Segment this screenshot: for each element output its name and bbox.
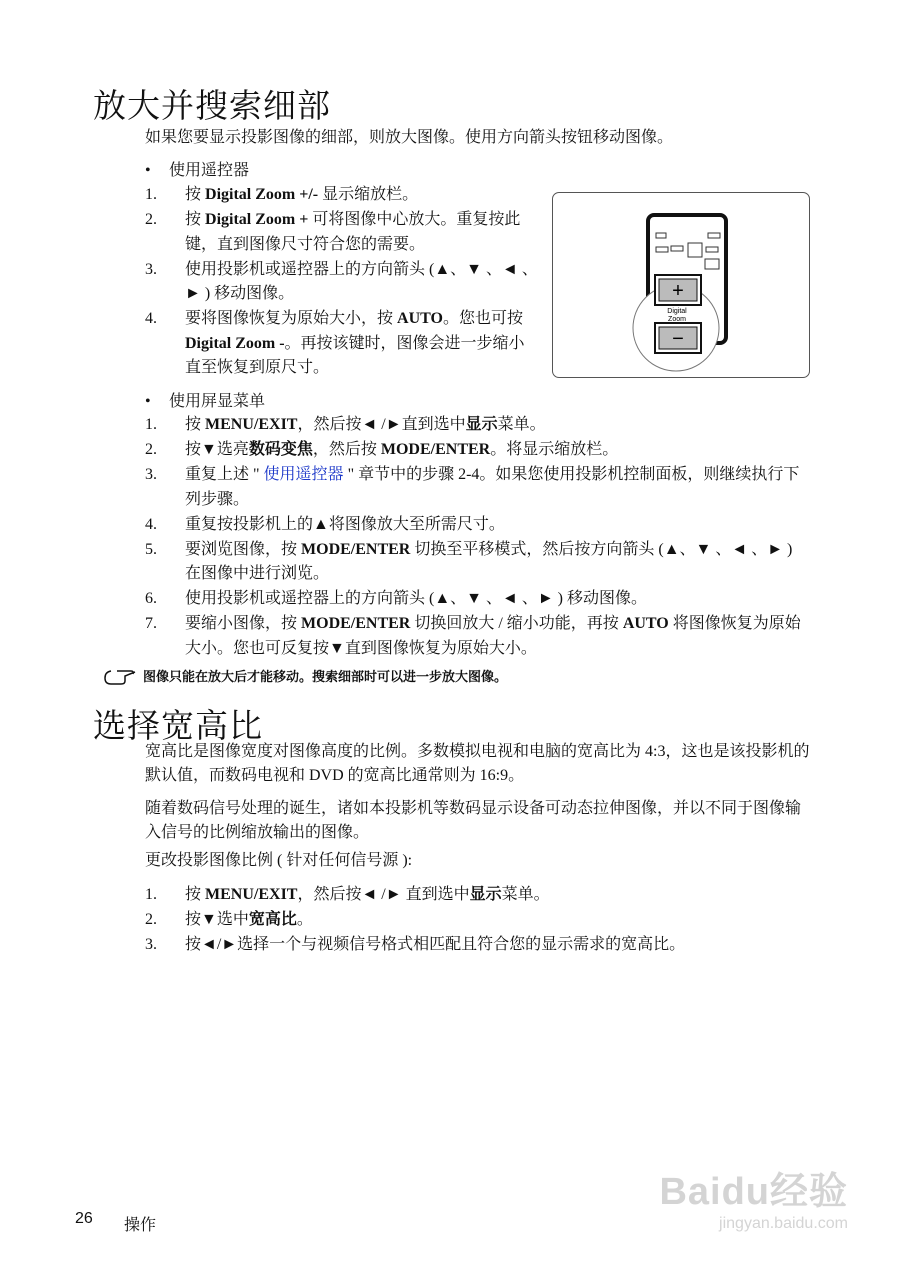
remote-control-illustration: [553, 193, 809, 377]
note: [103, 667, 507, 687]
step-number: 2.: [145, 211, 157, 228]
step-number: 2.: [145, 911, 157, 928]
osd-heading-text: 使用屏显菜单: [169, 393, 266, 410]
step-text: 要缩小图像，按: [185, 615, 302, 632]
step-text: 切换回放大 / 缩小功能，再按: [410, 615, 623, 632]
list-item: [145, 438, 805, 463]
step-number: 6.: [145, 590, 157, 607]
watermark: [659, 1160, 848, 1233]
step-text: ，然后按◄ /► 直到选中: [297, 886, 470, 903]
remote-steps: [145, 183, 540, 381]
step-text: 。将显示缩放栏。: [490, 441, 619, 458]
step-text: 菜单。: [497, 416, 546, 433]
step-text: Digital Zoom +/-: [205, 186, 319, 203]
step-text: 按: [185, 416, 206, 433]
step-text: 切换至平移模式，然后按方向箭头 (▲、▼ 、◄ 、► ) 在图像中进行浏览。: [185, 540, 793, 582]
note-text: 图像只能在放大后才能移动。搜索细部时可以进一步放大图像。: [143, 669, 508, 684]
page-number: 26: [75, 1210, 93, 1227]
step-text: MENU/EXIT: [205, 886, 298, 903]
step-text: 可将图像中心放大。重复按此键，直到图像尺寸符合您的需要。: [185, 211, 521, 253]
step-text: 使用投影机或遥控器上的方向箭头 (▲、▼ 、◄ 、► ) 移动图像。: [185, 590, 648, 607]
step-text: 重复上述 ": [185, 466, 264, 483]
step-text: AUTO: [397, 310, 443, 327]
watermark-url: jingyan.baidu.com: [719, 1215, 848, 1232]
list-item: [145, 307, 540, 381]
list-item: [145, 587, 805, 612]
step-text: AUTO: [622, 615, 669, 632]
step-text: 将图像恢复为原始大小。您也可反复按▼直到图像恢复为原始大小。: [185, 615, 801, 657]
step-text: 显示: [469, 886, 502, 903]
step-number: 3.: [145, 466, 157, 483]
step-number: 5.: [145, 540, 157, 558]
step-text: MODE/ENTER: [380, 441, 491, 458]
list-item: [145, 933, 805, 958]
zoom-plus-label: +: [672, 280, 684, 302]
section-title-zoom: 放大并搜索细部: [93, 87, 331, 124]
list-item: [145, 538, 805, 587]
watermark-brand: Baidu经验: [659, 1171, 848, 1213]
step-number: 3.: [145, 936, 157, 953]
aspect-steps: [145, 883, 805, 958]
step-number: 7.: [145, 615, 157, 632]
step-text: 。您也可按: [442, 310, 523, 327]
list-item: [145, 208, 540, 257]
remote-heading: • 使用遥控器: [145, 162, 250, 179]
step-text: 。: [296, 911, 313, 928]
list-item: [145, 413, 805, 438]
step-text: 按: [185, 886, 206, 903]
step-text: " 章节中的步骤 2-4。如果您使用投影机控制面板，则继续执行下列步骤。: [185, 466, 800, 508]
list-item: [145, 908, 805, 933]
step-text: 重复按投影机上的▲将图像放大至所需尺寸。: [185, 515, 505, 533]
step-text: 。再按该键时，图像会进一步缩小直至恢复到原尺寸。: [185, 334, 525, 376]
aspect-para-3: 更改投影图像比例 ( 针对任何信号源 ):: [145, 852, 413, 869]
step-text: ，然后按◄ /►直到选中: [297, 416, 466, 433]
zoom-intro: 如果您要显示投影图像的细部，则放大图像。使用方向箭头按钮移动图像。: [145, 129, 674, 146]
step-text: MODE/ENTER: [301, 615, 411, 632]
osd-heading: • 使用屏显菜单: [145, 393, 266, 410]
list-item: [145, 612, 805, 661]
pointing-hand-icon: [103, 668, 139, 686]
step-text: 按▼选中: [185, 911, 249, 928]
step-text: 使用投影机或遥控器上的方向箭头 (▲、▼ 、◄ 、► ) 移动图像。: [185, 260, 538, 302]
step-number: 4.: [145, 515, 157, 533]
step-text: Digital Zoom +: [205, 211, 309, 228]
remote-figure: [552, 192, 810, 378]
zoom-minus-label: −: [672, 328, 684, 350]
list-item: [145, 513, 805, 538]
step-number: 4.: [145, 310, 157, 327]
step-text: 显示: [465, 416, 498, 433]
step-text: 按: [185, 186, 206, 203]
aspect-para-2: 随着数码信号处理的诞生，诸如本投影机等数码显示设备可动态拉伸图像，并以不同于图像输入信号的比例缩放输出的图像。: [145, 800, 802, 841]
step-number: 2.: [145, 441, 157, 458]
list-item: [145, 183, 540, 208]
step-text: 要将图像恢复为原始大小，按: [185, 310, 398, 327]
step-text: MODE/ENTER: [301, 540, 411, 558]
step-text: 按◄/►选择一个与视频信号格式相匹配且符合您的显示需求的宽高比。: [185, 936, 686, 953]
list-item: [145, 258, 540, 307]
step-text: 宽高比: [248, 911, 297, 928]
osd-steps: [145, 413, 805, 661]
step-number: 1.: [145, 886, 157, 903]
step-text: Digital Zoom -: [185, 334, 285, 352]
step-text: 要浏览图像，按: [185, 540, 302, 558]
footer-section: 操作: [124, 1217, 157, 1234]
section-title-aspect: 选择宽高比: [93, 707, 263, 744]
step-text: 按▼选亮: [185, 441, 249, 458]
step-text: 菜单。: [501, 886, 550, 903]
cross-reference-link[interactable]: 使用遥控器: [263, 466, 344, 483]
aspect-para-1: 宽高比是图像宽度对图像高度的比例。多数模拟电视和电脑的宽高比为 4:3，这也是该投影机的默认值，而数码电视和 DVD 的宽高比通常则为 16:9。: [145, 743, 810, 784]
digital-label: Digital: [667, 308, 687, 315]
step-number: 3.: [145, 260, 157, 278]
step-text: 显示缩放栏。: [318, 186, 419, 203]
step-text: MENU/EXIT: [205, 416, 298, 433]
step-number: 1.: [145, 186, 157, 203]
remote-heading-text: 使用遥控器: [169, 162, 250, 179]
zoom-label: Zoom: [668, 316, 686, 323]
step-text: 按: [185, 211, 206, 228]
step-text: ，然后按: [312, 441, 381, 458]
list-item: [145, 883, 805, 908]
step-text: 数码变焦: [248, 441, 313, 458]
list-item: [145, 463, 805, 512]
step-number: 1.: [145, 416, 157, 433]
